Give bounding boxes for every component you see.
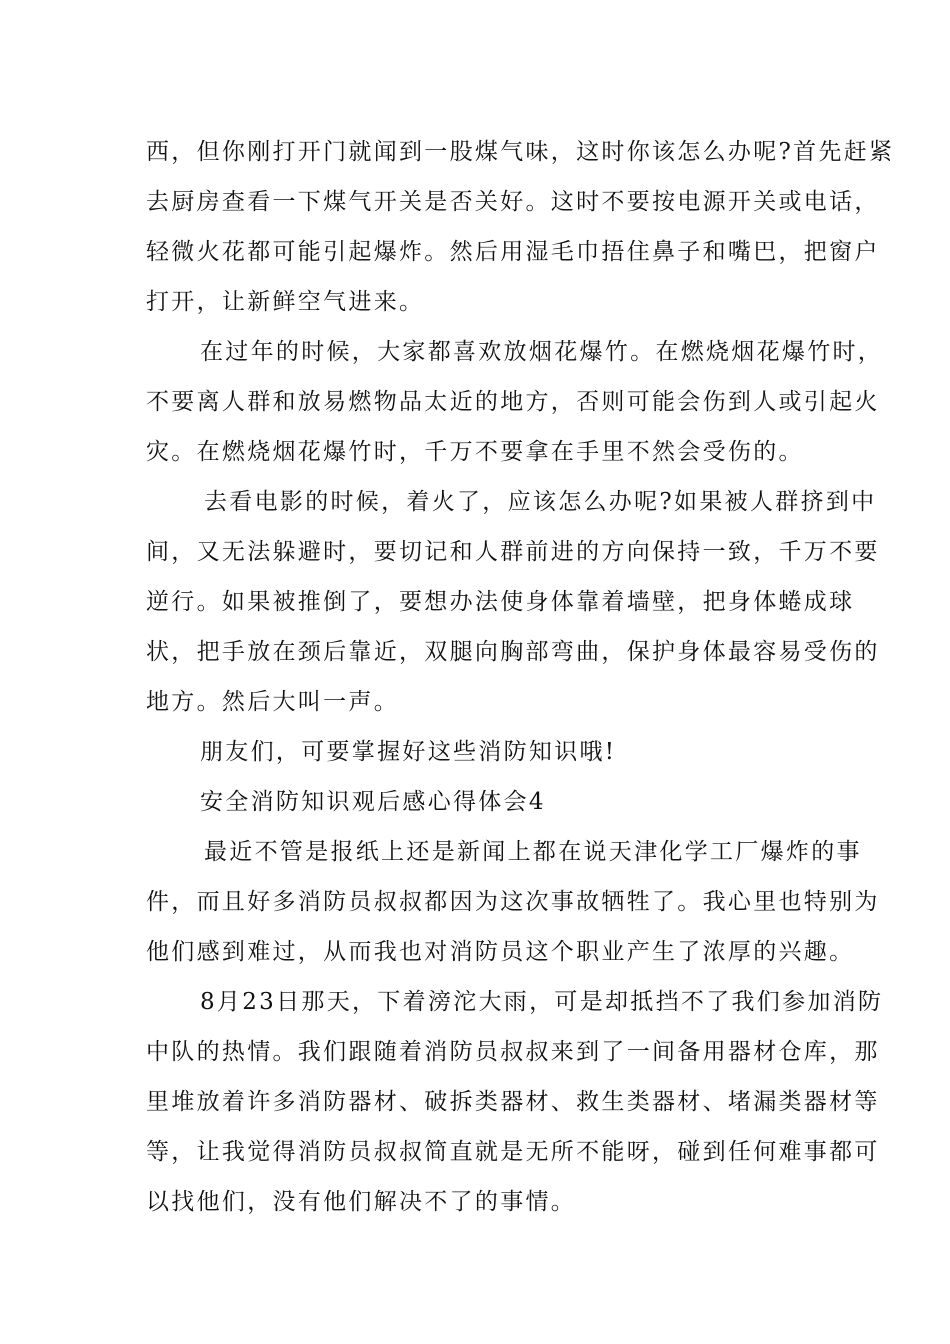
text-line: 里堆放着许多消防器材、破拆类器材、救生类器材、堵漏类器材等 [146,1089,880,1115]
text-line: 逆行。如果被推倒了，要想办法使身体靠着墙壁，把身体蜷成球 [146,589,855,615]
paragraph-start-line: 8月23日那天，下着滂沱大雨，可是却抵挡不了我们参加消防 [200,989,884,1015]
text-line: 地方。然后大叫一声。 [146,689,399,715]
paragraph-start-line: 最近不管是报纸上还是新闻上都在说天津化学工厂爆炸的事 [204,839,862,865]
text-line: 不要离人群和放易燃物品太近的地方，否则可能会伤到人或引起火 [146,389,880,415]
paragraph-start-line: 在过年的时候，大家都喜欢放烟花爆竹。在燃烧烟花爆竹时， [200,339,884,365]
text-line: 以找他们，没有他们解决不了的事情。 [146,1189,577,1215]
text-line: 等，让我觉得消防员叔叔简直就是无所不能呀，碰到任何难事都可 [146,1139,880,1165]
text-line: 中队的热情。我们跟随着消防员叔叔来到了一间备用器材仓库，那 [146,1039,880,1065]
text-line: 灾。在燃烧烟花爆竹时，千万不要拿在手里不然会受伤的。 [146,439,804,465]
text-line: 状，把手放在颈后靠近，双腿向胸部弯曲，保护身体最容易受伤的 [146,639,880,665]
paragraph-start-line: 朋友们，可要掌握好这些消防知识哦! [200,739,617,765]
text-line: 西，但你刚打开门就闻到一股煤气味，这时你该怎么办呢?首先赶紧 [146,139,895,165]
text-line: 他们感到难过，从而我也对消防员这个职业产生了浓厚的兴趣。 [146,939,855,965]
section-heading: 安全消防知识观后感心得体会4 [200,789,546,815]
text-line: 去厨房查看一下煤气开关是否关好。这时不要按电源开关或电话， [146,189,880,215]
text-line: 件，而且好多消防员叔叔都因为这次事故牺牲了。我心里也特别为 [146,889,880,915]
paragraph-start-line: 去看电影的时候，着火了，应该怎么办呢?如果被人群挤到中 [204,489,877,515]
text-line: 轻微火花都可能引起爆炸。然后用湿毛巾捂住鼻子和嘴巴，把窗户 [146,239,880,265]
text-line: 打开，让新鲜空气进来。 [146,289,425,315]
text-line: 间，又无法躲避时，要切记和人群前进的方向保持一致，千万不要 [146,539,880,565]
